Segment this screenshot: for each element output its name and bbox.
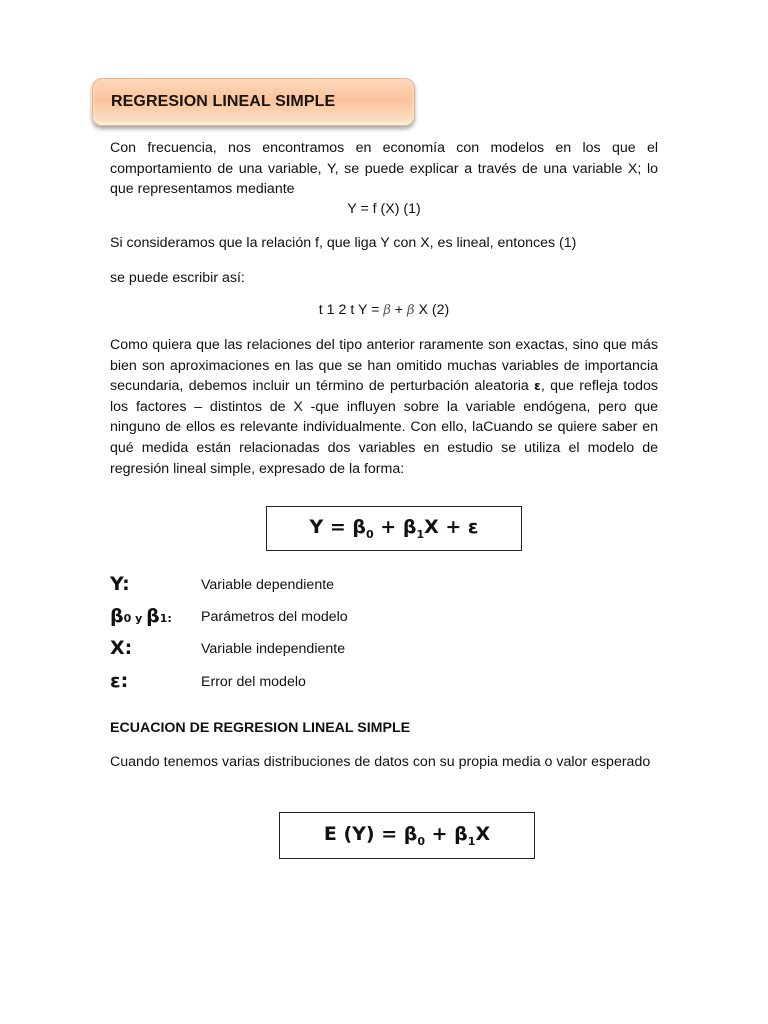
model-formula-lhs: Y = β: [309, 516, 367, 539]
equation-2-plus: +: [390, 302, 408, 318]
definition-row-y: [110, 573, 658, 601]
definition-description: Parámetros del modelo: [201, 609, 348, 625]
definition-row-x: [110, 637, 658, 665]
model-formula-sub1: 1: [416, 527, 425, 541]
epsilon-symbol: ε: [534, 379, 541, 394]
perturbation-text-1: Como quiera que las relaciones del tipo anterior raramente son exactas, sino que más bien son aproximaciones en las que se han omitido muchas variables de importancia secundaria, debemos incluir un término de perturbación aleatoria: [110, 337, 658, 395]
equation-2-beta-1: β: [383, 303, 391, 318]
section-heading: ECUACION DE REGRESION LINEAL SIMPLE: [110, 720, 411, 736]
page-title: REGRESION LINEAL SIMPLE: [111, 93, 336, 110]
equation-2-beta-2: β: [407, 303, 415, 318]
equation-2: [110, 302, 658, 318]
expected-formula-sub0: 0: [417, 834, 426, 848]
beta-symbol-0: β: [110, 605, 124, 627]
equation-2-suffix: X (2): [414, 302, 450, 318]
model-formula-mid: + β: [373, 516, 417, 539]
expected-formula: [324, 823, 490, 848]
intro-formula: Y = f (X) (1): [347, 201, 421, 217]
expected-formula-box: [279, 812, 535, 859]
definition-description: Error del modelo: [201, 674, 306, 690]
perturbation-text-2: , que refleja todos los factores – distintos de X -que influyen sobre la variable endógena, pero que ninguno de ellos es relevante individualmente. Con ello, laCuando se quiere saber en qué medida están relacionadas dos variables en estudio se utiliza el modelo de regresión lineal simple, expresado de la forma:: [110, 378, 658, 477]
expected-formula-lhs: E (Y) = β: [323, 823, 418, 846]
definition-symbol: ε:: [110, 670, 129, 692]
definition-description: Variable dependiente: [201, 577, 335, 593]
intro-paragraph: Con frecuencia, nos encontramos en economía con modelos en los que el comportamiento de una variable, Y, se puede explicar a través de una variable X; lo que representamos mediante: [110, 140, 658, 198]
expected-formula-sub1: 1: [467, 834, 476, 848]
definition-symbol: Y:: [110, 573, 130, 595]
expected-formula-mid: + β: [425, 823, 468, 846]
write-as-paragraph: se puede escribir así:: [110, 270, 245, 286]
definition-symbol: X:: [110, 637, 133, 659]
model-formula-rhs: X + ε: [424, 516, 479, 539]
linear-paragraph: Si consideramos que la relación f, que liga Y con X, es lineal, entonces (1): [110, 235, 577, 251]
section-paragraph: Cuando tenemos varias distribuciones de datos con su propia media o valor esperado: [110, 754, 651, 770]
expected-formula-rhs: X: [475, 823, 491, 846]
model-formula: [310, 516, 479, 541]
beta-sub-1: 1:: [159, 612, 172, 625]
definition-row-epsilon: [110, 670, 658, 698]
equation-2-prefix: t 1 2 t Y =: [318, 302, 384, 318]
definition-row-beta: [110, 605, 658, 633]
model-formula-sub0: 0: [366, 527, 374, 541]
perturbation-paragraph: [110, 335, 658, 479]
beta-sub-0: 0 y: [123, 612, 147, 625]
definition-symbol: [110, 605, 172, 627]
definition-description: Variable independiente: [201, 641, 346, 657]
beta-symbol-1: β: [146, 605, 160, 627]
title-banner: [92, 78, 415, 126]
model-formula-box: [266, 506, 522, 551]
